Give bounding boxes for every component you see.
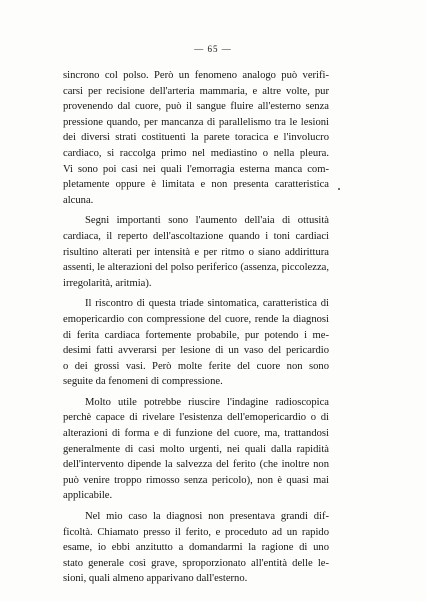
text-line: Nel mio caso la diagnosi non presentava grandi dif- <box>85 511 329 523</box>
text-line: cardiaca, il reperto dell'ascoltazione quando i toni cardiaci <box>63 230 329 242</box>
paragraph <box>63 213 329 291</box>
stray-ink-mark <box>338 188 340 190</box>
text-line: o dei grossi vasi. Però molte ferite del cuore non sono <box>63 360 329 372</box>
text-line: pletamente oppure è limitata e non presenta caratteristica <box>63 179 329 191</box>
text-line: risultino alterati per intensità e per ritmo o siano addirittura <box>63 246 329 258</box>
text-line: alterazioni di forma e di funzione del cuore, ma, trattandosi <box>63 428 329 440</box>
text-line: pressione quando, per mancanza di parallelismo tra le lesioni <box>63 116 329 128</box>
page-number: — 65 — <box>194 44 232 54</box>
text-line: Vi sono poi casi nei quali l'emorragia esterna manca com- <box>63 163 329 175</box>
text-line: emopericardio con compressione del cuore, rende la diagnosi <box>63 313 329 325</box>
text-line: Il riscontro di questa triade sintomatica, caratteristica di <box>85 298 329 310</box>
body-text <box>63 68 329 587</box>
text-line: Segni importanti sono l'aumento dell'aia di ottusità <box>85 215 329 227</box>
text-line: ficoltà. Chiamato presso il ferito, e proceduto ad un rapido <box>63 526 329 538</box>
text-line: cardiaco, si raccolga primo nel mediastino o nella pleura. <box>63 147 329 159</box>
text-line: irregolarità, aritmia). <box>63 277 152 289</box>
text-line: stato generale così grave, sproporzionato all'entità delle le- <box>63 557 329 569</box>
text-line: dell'intervento dipende la salvezza del ferito (che inoltre non <box>63 459 329 471</box>
text-line: esame, io ebbi anzitutto a domandarmi la ragione di uno <box>63 542 329 554</box>
text-line: può venire troppo rimosso senza pericolo), non è quasi mai <box>63 474 329 486</box>
paragraph <box>63 296 329 390</box>
text-line: provenendo dal cuore, può il sangue fluire all'esterno senza <box>63 101 329 113</box>
paragraph <box>63 395 329 504</box>
paragraph <box>63 509 329 587</box>
text-line: dei diversi strati costituenti la parete toracica e l'involucro <box>63 132 329 144</box>
text-line: sioni, quali almeno apparivano dall'esterno. <box>63 573 248 585</box>
paragraph <box>63 68 329 208</box>
text-line: alcuna. <box>63 194 94 206</box>
text-line: generalmente di casi molto urgenti, nei quali dalla rapidità <box>63 443 329 455</box>
text-line: desimi fatti avverarsi per lesione di un vaso del pericardio <box>63 345 329 357</box>
text-line: di ferita cardiaca fortemente probabile, pur potendo i me- <box>63 329 329 341</box>
text-line: perchè capace di rivelare l'esistenza dell'emopericardio o di <box>63 412 329 424</box>
text-line: applicabile. <box>63 490 113 502</box>
text-line: sincrono col polso. Però un fenomeno analogo può verifi- <box>63 70 329 81</box>
text-line: carsi per recisione dell'arteria mammaria, e altre volte, pur <box>63 85 329 97</box>
text-line: Molto utile potrebbe riuscire l'indagine radioscopica <box>85 396 329 408</box>
text-line: seguite da fenomeni di compressione. <box>63 376 223 388</box>
text-line: assenti, le alterazioni del polso periferico (assenza, piccolezza, <box>63 262 329 274</box>
